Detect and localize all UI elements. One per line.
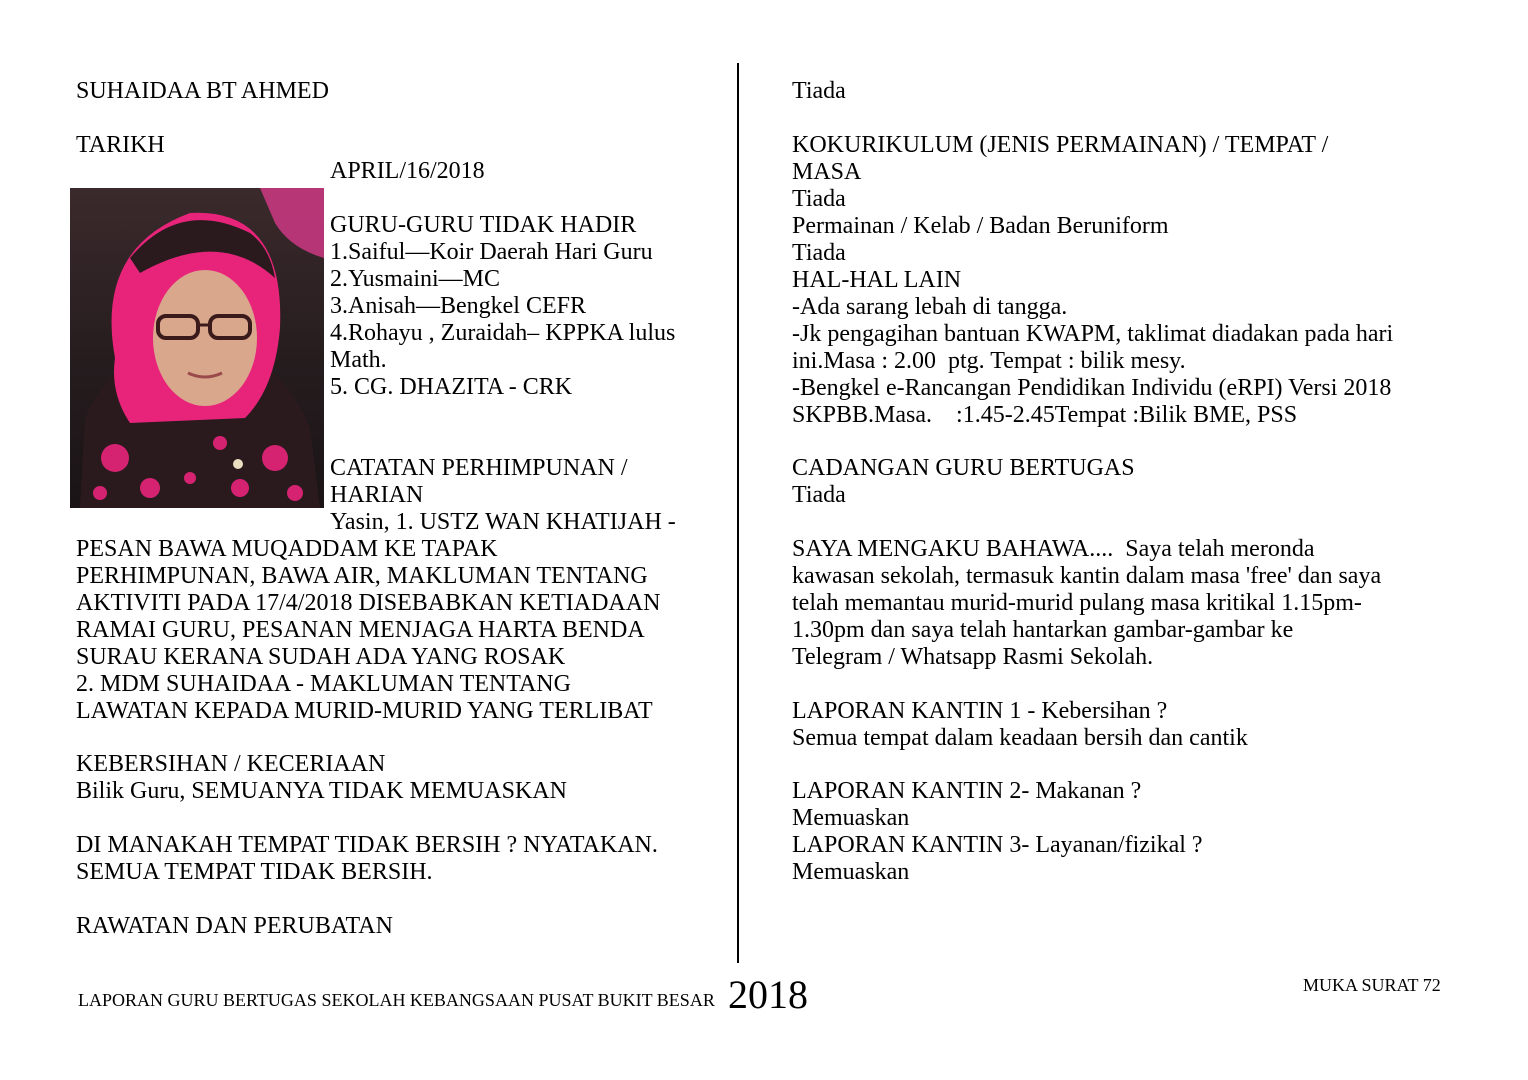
assembly-line: PESAN BAWA MUQADDAM KE TAPAK (76, 536, 498, 562)
assembly-heading: HARIAN (330, 482, 424, 508)
footer-page-number: MUKA SURAT 72 (1303, 975, 1441, 995)
others-line: SKPBB.Masa. :1.45-2.45Tempat :Bilik BME, PSS (792, 402, 1298, 428)
canteen2-value: Memuaskan (792, 805, 910, 831)
assembly-line: AKTIVITI PADA 17/4/2018 DISEBABKAN KETIADAAN (76, 590, 661, 616)
absent-item: Math. (330, 347, 387, 373)
assembly-line: 2. MDM SUHAIDAA - MAKLUMAN TENTANG (76, 671, 571, 697)
declaration-line: Telegram / Whatsapp Rasmi Sekolah. (792, 644, 1154, 670)
declaration-line: SAYA MENGAKU BAHAWA.... Saya telah meronda (792, 536, 1315, 562)
treatment-value: Tiada (792, 78, 846, 104)
assembly-line: LAWATAN KEPADA MURID-MURID YANG TERLIBAT (76, 698, 653, 724)
unclean-question: DI MANAKAH TEMPAT TIDAK BERSIH ? NYATAKAN. (76, 832, 658, 858)
suggestion-heading: CADANGAN GURU BERTUGAS (792, 455, 1135, 481)
assembly-line: PERHIMPUNAN, BAWA AIR, MAKLUMAN TENTANG (76, 563, 648, 589)
assembly-line: Yasin, 1. USTZ WAN KHATIJAH - (330, 509, 676, 535)
date-label: TARIKH (76, 132, 165, 158)
games-value: Tiada (792, 240, 846, 266)
declaration-line: kawasan sekolah, termasuk kantin dalam masa 'free' dan saya (792, 563, 1382, 589)
date-value: APRIL/16/2018 (330, 158, 485, 184)
others-line: -Jk pengagihan bantuan KWAPM, taklimat diadakan pada hari (792, 321, 1394, 347)
teacher-name: SUHAIDAA BT AHMED (76, 78, 329, 104)
others-line: -Bengkel e-Rancangan Pendidikan Individu (eRPI) Versi 2018 (792, 375, 1392, 401)
teacher-photo (70, 188, 324, 508)
unclean-answer: SEMUA TEMPAT TIDAK BERSIH. (76, 859, 433, 885)
footer-year: 2018 (728, 972, 808, 1017)
column-divider (737, 63, 739, 963)
suggestion-value: Tiada (792, 482, 846, 508)
games-heading: Permainan / Kelab / Badan Beruniform (792, 213, 1169, 239)
canteen3-value: Memuaskan (792, 859, 910, 885)
canteen1-value: Semua tempat dalam keadaan bersih dan cantik (792, 725, 1248, 751)
absent-item: 2.Yusmaini—MC (330, 266, 501, 292)
absent-item: 5. CG. DHAZITA - CRK (330, 374, 573, 400)
absent-item: 4.Rohayu , Zuraidah– KPPKA lulus (330, 320, 676, 346)
others-line: ini.Masa : 2.00 ptg. Tempat : bilik mesy. (792, 348, 1186, 374)
cocurriculum-heading: MASA (792, 159, 862, 185)
cocurriculum-heading: KOKURIKULUM (JENIS PERMAINAN) / TEMPAT / (792, 132, 1329, 158)
cleanliness-value: Bilik Guru, SEMUANYA TIDAK MEMUASKAN (76, 778, 567, 804)
canteen3-heading: LAPORAN KANTIN 3- Layanan/fizikal ? (792, 832, 1203, 858)
others-heading: HAL-HAL LAIN (792, 267, 962, 293)
assembly-line: SURAU KERANA SUDAH ADA YANG ROSAK (76, 644, 566, 670)
treatment-heading: RAWATAN DAN PERUBATAN (76, 913, 393, 939)
cocurriculum-value: Tiada (792, 186, 846, 212)
others-line: -Ada sarang lebah di tangga. (792, 294, 1068, 320)
absent-item: 1.Saiful—Koir Daerah Hari Guru (330, 239, 653, 265)
declaration-line: telah memantau murid-murid pulang masa kritikal 1.15pm- (792, 590, 1362, 616)
declaration-line: 1.30pm dan saya telah hantarkan gambar-gambar ke (792, 617, 1294, 643)
absent-item: 3.Anisah—Bengkel CEFR (330, 293, 586, 319)
absent-heading: GURU-GURU TIDAK HADIR (330, 212, 637, 238)
footer-report-title: LAPORAN GURU BERTUGAS SEKOLAH KEBANGSAAN PUSAT BUKIT BESAR (78, 990, 715, 1010)
assembly-line: RAMAI GURU, PESANAN MENJAGA HARTA BENDA (76, 617, 645, 643)
cleanliness-heading: KEBERSIHAN / KECERIAAN (76, 751, 386, 777)
assembly-heading: CATATAN PERHIMPUNAN / (330, 455, 628, 481)
canteen2-heading: LAPORAN KANTIN 2- Makanan ? (792, 778, 1142, 804)
canteen1-heading: LAPORAN KANTIN 1 - Kebersihan ? (792, 698, 1168, 724)
